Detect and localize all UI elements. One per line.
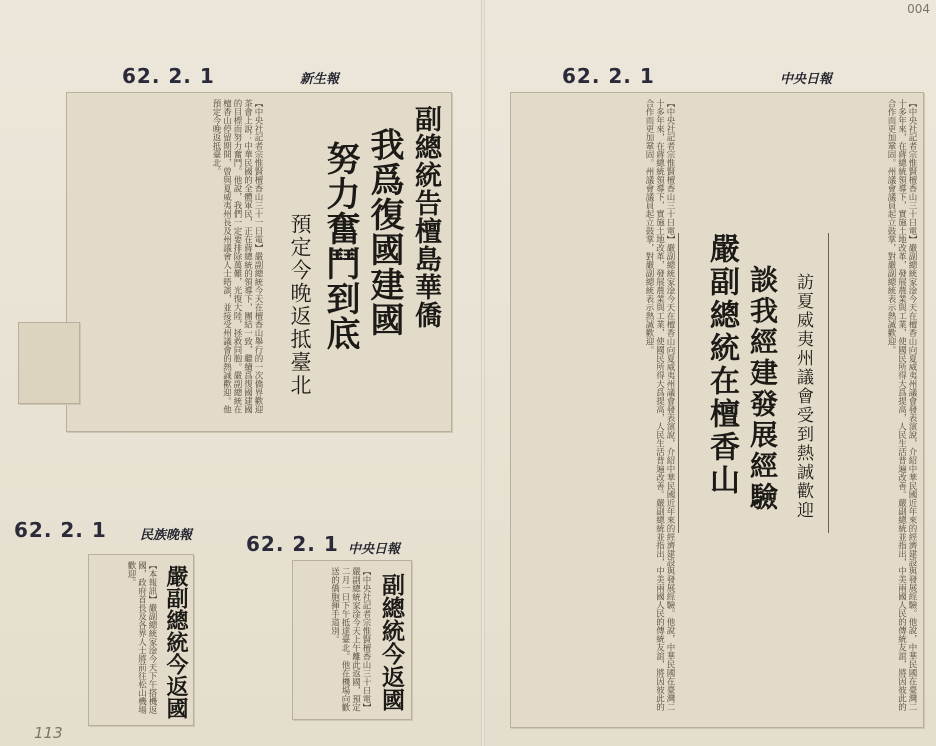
clipping-xinsheng	[66, 92, 452, 432]
article-body-left: 【中央社記者宗惟賢檀香山三十日電】嚴副總統家淦今天在檀香山向夏威夷州議會發表演說，介紹中華民國近年來的經濟建設與發展經驗。他說，中華民國在臺灣二十多年來，在蔣總統領導下，實施土地改革，發展農業與工業，使國民所得大爲提高，人民生活普遍改善。嚴副總統並指出，中美兩國人民的傳統友誼，將因彼此的合作而更加鞏固。州議會議員起立鼓掌，對嚴副總統表示熱誠歡迎。	[644, 99, 675, 711]
date-zhongyang-main: 62. 2. 1	[562, 64, 655, 88]
page-number-top: 004	[907, 2, 930, 16]
article-body: 【本報訊】嚴副總統家淦今天下午搭機返國，政府首長及各界人士將前往松山機場歡迎。	[126, 561, 157, 714]
paper-name-zhongyang-small: 中央日報	[348, 542, 401, 557]
article-body-right: 【中央社記者宗惟賢檀香山三十日電】嚴副總統家淦今天在檀香山向夏威夷州議會發表演說，介紹中華民國近年來的經濟建設與發展經驗。他說，中華民國在臺灣二十多年來，在蔣總統領導下，實施土地改革，發展農業與工業，使國民所得大爲提高，人民生活普遍改善。嚴副總統並指出，中美兩國人民的傳統友誼，將因彼此的合作而更加鞏固。州議會議員起立鼓掌，對嚴副總統表示熱誠歡迎。	[886, 99, 917, 711]
title: 談我經建發展經驗	[746, 265, 779, 513]
page-fold	[481, 0, 485, 746]
headline: 嚴副總統今返國	[163, 565, 189, 719]
page-number-bottom: 113	[34, 724, 63, 742]
clipping-minzu	[88, 554, 194, 726]
headline: 副總統今返國	[378, 573, 405, 711]
article-body: 【中央社記者宗惟賢檀香山三十日電】嚴副總統家淦今天上午離此返國，預定二月一日下午抵達臺北。他在機場向歡送的僑胞揮手道別。	[329, 567, 371, 712]
subtitle: 訪夏威夷州議會受到熱誠歡迎	[793, 273, 813, 520]
clipping-fragment	[18, 322, 80, 404]
clipping-zhongyang-small	[292, 560, 412, 720]
clipping-zhongyang-main	[510, 92, 924, 728]
date-zhongyang-small: 62. 2. 1	[246, 532, 339, 556]
column-rule	[678, 233, 679, 533]
subtitle: 預定今晚返抵臺北	[288, 213, 312, 397]
title-line-2: 努力奮鬥到底	[320, 141, 360, 351]
date-minzu: 62. 2. 1	[14, 518, 107, 542]
paper-name-minzu: 民族晚報	[140, 528, 193, 543]
headline: 嚴副總統在檀香山	[704, 233, 739, 497]
title-line-1: 我爲復國建國	[364, 127, 404, 337]
headline: 副總統告檀島華僑	[410, 105, 441, 329]
date-xinsheng: 62. 2. 1	[122, 64, 215, 88]
column-rule	[828, 233, 829, 533]
article-body: 【中央社記者宗惟賢檀香山三十一日電】嚴副總統今天在檀香山舉行的一次僑界歡迎茶會上說：中華民國的全體軍民，正在蔣總統的領導下，團結一致，繼續爲復國建國的目標而努力奮鬥。他說，我們一定要排除萬難，光復大陸，拯救同胞。嚴副總統在檀香山停留期間，曾與夏威夷州長及州議會人士晤談，並接受州議會的熱誠歡迎。他預定今晚返抵臺北。	[211, 99, 263, 414]
paper-name-xinsheng: 新生報	[300, 72, 340, 87]
paper-name-zhongyang-main: 中央日報	[780, 72, 833, 87]
